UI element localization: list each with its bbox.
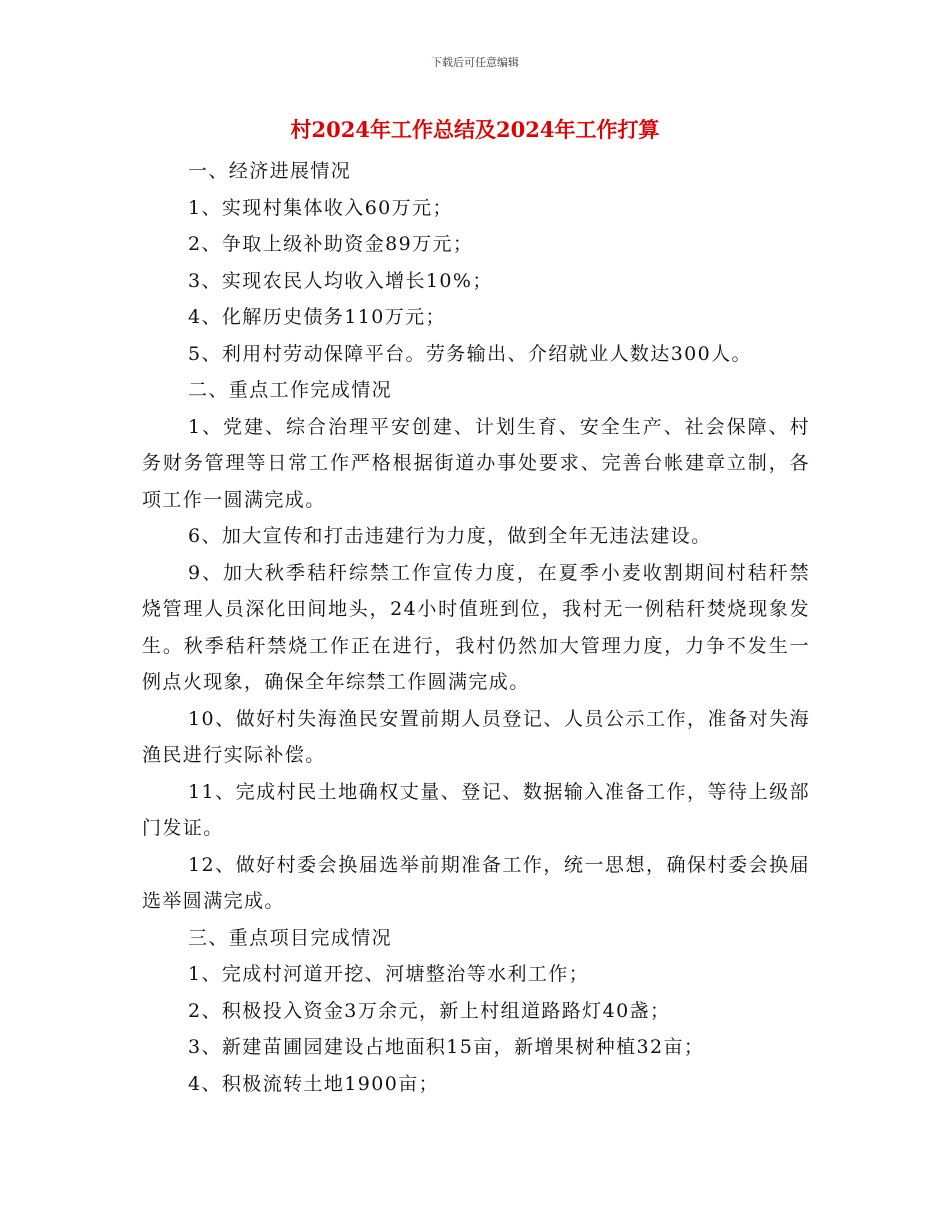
- section-heading-economy: 一、经济进展情况: [188, 160, 352, 182]
- document-body: [142, 153, 810, 1102]
- paragraph: 9、加大秋季秸秆综禁工作宣传力度，在夏季小麦收割期间村秸秆禁烧管理人员深化田间地头，24小时值班到位，我村无一例秸秆焚烧现象发生。秋季秸秆禁烧工作正在进行，我村仍然加大管理力度，力争不发生一例点火现象，确保全年综禁工作圆满完成。: [142, 561, 810, 693]
- paragraph: 10、做好村失海渔民安置前期人员登记、人员公示工作，准备对失海渔民进行实际补偿。: [142, 707, 810, 766]
- paragraph: 11、完成村民土地确权丈量、登记、数据输入准备工作，等待上级部门发证。: [142, 780, 810, 839]
- document-title: 村2024年工作总结及2024年工作打算: [290, 117, 660, 142]
- paragraph: 4、化解历史债务110万元；: [188, 306, 446, 328]
- paragraph: 2、积极投入资金3万余元，新上村组道路路灯40盏；: [188, 999, 671, 1022]
- paragraph: 2、争取上级补助资金89万元；: [188, 233, 474, 255]
- paragraph: 1、实现村集体收入60万元；: [188, 196, 453, 219]
- paragraph: 1、党建、综合治理平安创建、计划生育、安全生产、社会保障、村务财务管理等日常工作严格根据街道办事处要求、完善台帐建章立制，各项工作一圆满完成。: [142, 415, 810, 511]
- paragraph: 6、加大宣传和打击违建行为力度，做到全年无违法建设。: [188, 525, 712, 547]
- paragraph: 5、利用村劳动保障平台。劳务输出、介绍就业人数达300人。: [188, 342, 752, 365]
- paragraph: 4、积极流转土地1900亩；: [188, 1072, 440, 1095]
- paragraph: 3、实现农民人均收入增长10%；: [188, 269, 493, 292]
- paragraph: 1、完成村河道开挖、河塘整治等水利工作；: [188, 963, 590, 985]
- paragraph: 12、做好村委会换届选举前期准备工作，统一思想，确保村委会换届选举圆满完成。: [142, 853, 810, 912]
- paragraph: 3、新建苗圃园建设占地面积15亩，新增果树种植32亩；: [188, 1036, 705, 1058]
- section-heading-key-projects: 三、重点项目完成情况: [188, 926, 393, 949]
- page-header: 下载后可任意编辑: [431, 56, 519, 69]
- section-heading-key-work: 二、重点工作完成情况: [188, 379, 393, 401]
